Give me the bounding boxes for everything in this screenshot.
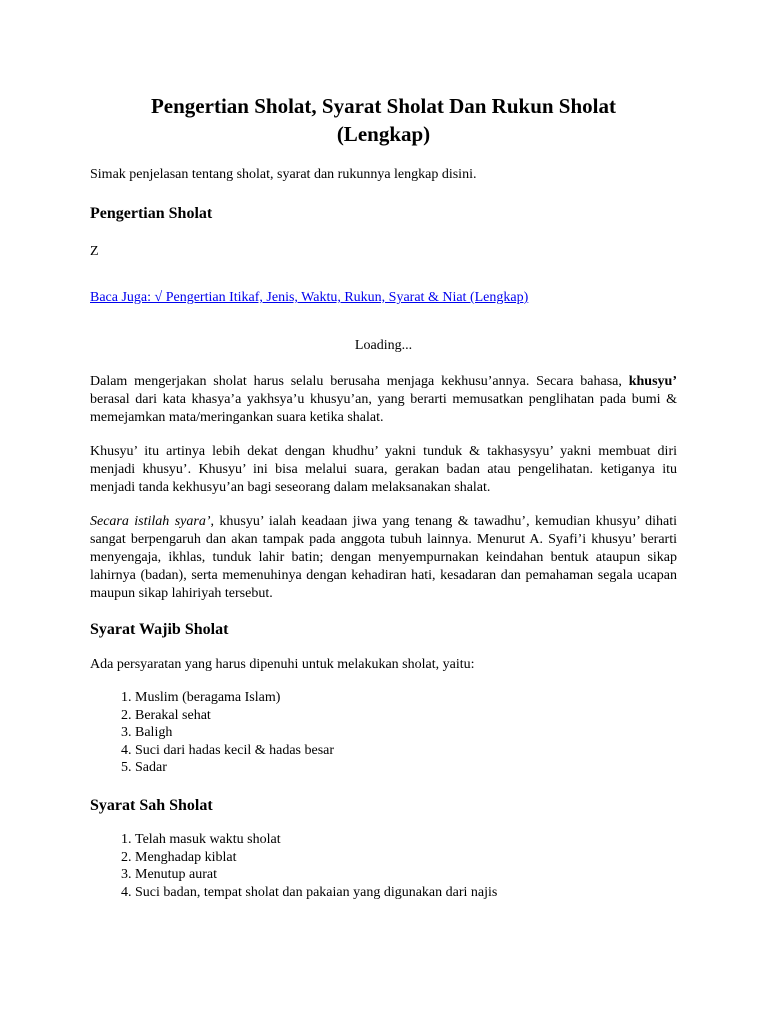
list-item: 1. Telah masuk waktu sholat (135, 831, 677, 849)
list-item: 3. Baligh (135, 724, 677, 742)
italic-term: Secara istilah syara’ (90, 514, 211, 529)
paragraph-text: Dalam mengerjakan sholat harus selalu berusaha menjaga kekhusu’annya. Secara bahasa, (90, 374, 629, 389)
title-line-2: (Lengkap) (336, 122, 431, 146)
list-item: 4. Suci dari hadas kecil & hadas besar (135, 742, 677, 760)
loading-text: Loading... (354, 338, 413, 353)
bold-term: khusyu’ (628, 374, 677, 389)
paragraph-khusyu-istilah (90, 513, 677, 603)
heading-syarat-wajib: Syarat Wajib Sholat (90, 621, 229, 638)
heading-syarat-sah: Syarat Sah Sholat (90, 796, 213, 814)
list-item: 5. Sadar (135, 759, 677, 777)
list-item: 4. Suci badan, tempat sholat dan pakaian yang digunakan dari najis (135, 884, 677, 902)
paragraph-text: , khusyu’ ialah keadaan jiwa yang tenang & tawadhu’, kemudian khusyu’ dihati sangat berpengaruh dan akan tampak pada anggota tubuh lainnya. Menurut A. Syafi’i khusyu’ berarti menyengaja, ikhlas, tunduk lahir batin; dengan menyempurnakan keindahan bentuk ataupun sikap lahirnya (badan), serta memenuhinya dengan kehadiran hati, kesadaran dan pemahaman segala ucapan maupun sikap lahiriyah tersebut. (90, 514, 677, 601)
page-title (90, 92, 677, 148)
list-item: 2. Berakal sehat (135, 707, 677, 725)
paragraph-khusyu-arti: Khusyu’ itu artinya lebih dekat dengan khudhu’ yakni tunduk & takhasysyu’ yakni membuat diri menjadi khusyu’. Khusyu’ ini bisa melalui suara, gerakan badan atau pengelihatan. ketiganya itu menjadi tanda kekhusyu’an bagi seseorang dalam melaksanakan shalat. (90, 444, 677, 495)
syarat-wajib-intro: Ada persyaratan yang harus dipenuhi untuk melakukan sholat, yaitu: (90, 657, 475, 672)
list-item: 2. Menghadap kiblat (135, 849, 677, 867)
intro-paragraph: Simak penjelasan tentang sholat, syarat dan rukunnya lengkap disini. (90, 167, 477, 182)
syarat-wajib-list (90, 689, 677, 777)
title-line-1: Pengertian Sholat, Syarat Sholat Dan Rukun Sholat (150, 94, 616, 118)
heading-pengertian-sholat: Pengertian Sholat (90, 205, 213, 222)
syarat-sah-list (90, 831, 677, 901)
stray-text: Z (90, 244, 99, 259)
paragraph-text: berasal dari kata khasya’a yakhsya’u khusyu’an, yang berarti memusatkan penglihatan pada bumi & memejamkan mata/meringankan suara ketika shalat. (90, 392, 677, 425)
list-item: 1. Muslim (beragama Islam) (135, 689, 677, 707)
document-page (90, 92, 677, 901)
paragraph-khusyu-bahasa (90, 373, 677, 427)
list-item: 3. Menutup aurat (135, 866, 677, 884)
read-also-link[interactable]: Baca Juga: √ Pengertian Itikaf, Jenis, Waktu, Rukun, Syarat & Niat (Lengkap) (90, 290, 529, 305)
